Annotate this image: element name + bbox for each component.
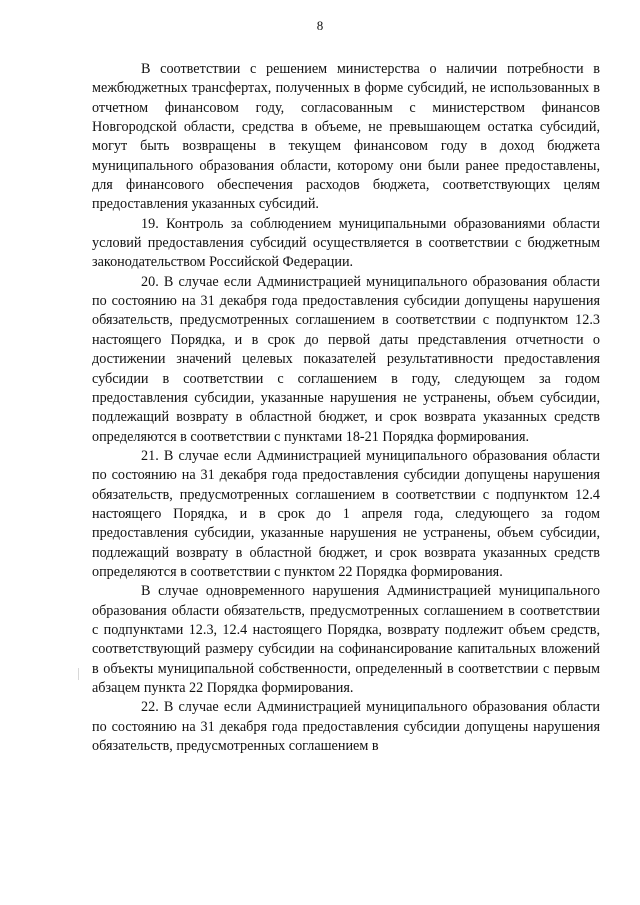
paragraph-21-violation: 21. В случае если Администрацией муниципального образования области по состоянию на 31 декабря года предоставления субсидии допущены нарушения обязательств, предусмотренных соглашением в соответствии с подпунктом 12.4 настоящего Порядка, и в срок до 1 апреля года, следующего за годом предоставления субсидии, указанные нарушения не устранены, объем субсидии, подлежащий возврату в областной бюджет, и срок возврата указанных средств определяются в соответствии с пунктом 22 Порядка формирования.: [92, 447, 600, 580]
page-number: 8: [316, 18, 324, 33]
paragraph-subsidy-return: В соответствии с решением министерства о наличии потребности в межбюджетных трансфертах, полученных в форме субсидий, не использованных в отчетном финансовом году, согласованным с министерством финансов Новгородской области, средства в объеме, не превышающем остатка субсидий, могут быть возвращены в текущем финансовом году в доход бюджета муниципального образования области, которому они были ранее предоставлены, для финансового обеспечения расходов бюджета, соответствующих целям предоставления указанных субсидий.: [92, 61, 600, 213]
paragraph-22-violation: 22. В случае если Администрацией муниципального образования области по состоянию на 31 декабря года предоставления субсидии допущены нарушения обязательств, предусмотренных соглашением в: [92, 699, 600, 755]
paragraph-19-control: 19. Контроль за соблюдением муниципальными образованиями области условий предоставления субсидий осуществляется в соответствии с бюджетным законодательством Российской Федерации.: [92, 215, 600, 271]
document-body: [92, 60, 600, 756]
paragraph-simultaneous-violation: В случае одновременного нарушения Администрацией муниципального образования области обязательств, предусмотренных соглашением в соответствии с подпунктами 12.3, 12.4 настоящего Порядка, возврату подлежит объем средств, соответствующий размеру субсидии на софинансирование капитальных вложений в объекты муниципальной собственности, определенный в соответствии с первым абзацем пункта 22 Порядка формирования.: [92, 583, 600, 696]
scan-artifact: [78, 668, 79, 680]
paragraph-20-violation: 20. В случае если Администрацией муниципального образования области по состоянию на 31 декабря года предоставления субсидии допущены нарушения обязательств, предусмотренных соглашением в соответствии с подпунктом 12.3 настоящего Порядка, и в срок до первой даты представления отчетности о достижении значений целевых показателей результативности предоставления субсидии в соответствии с соглашением в году, следующем за годом предоставления субсидии, указанные нарушения не устранены, объем субсидии, подлежащий возврату в областной бюджет, и срок возврата указанных средств определяются в соответствии с пунктами 18-21 Порядка формирования.: [92, 273, 600, 445]
